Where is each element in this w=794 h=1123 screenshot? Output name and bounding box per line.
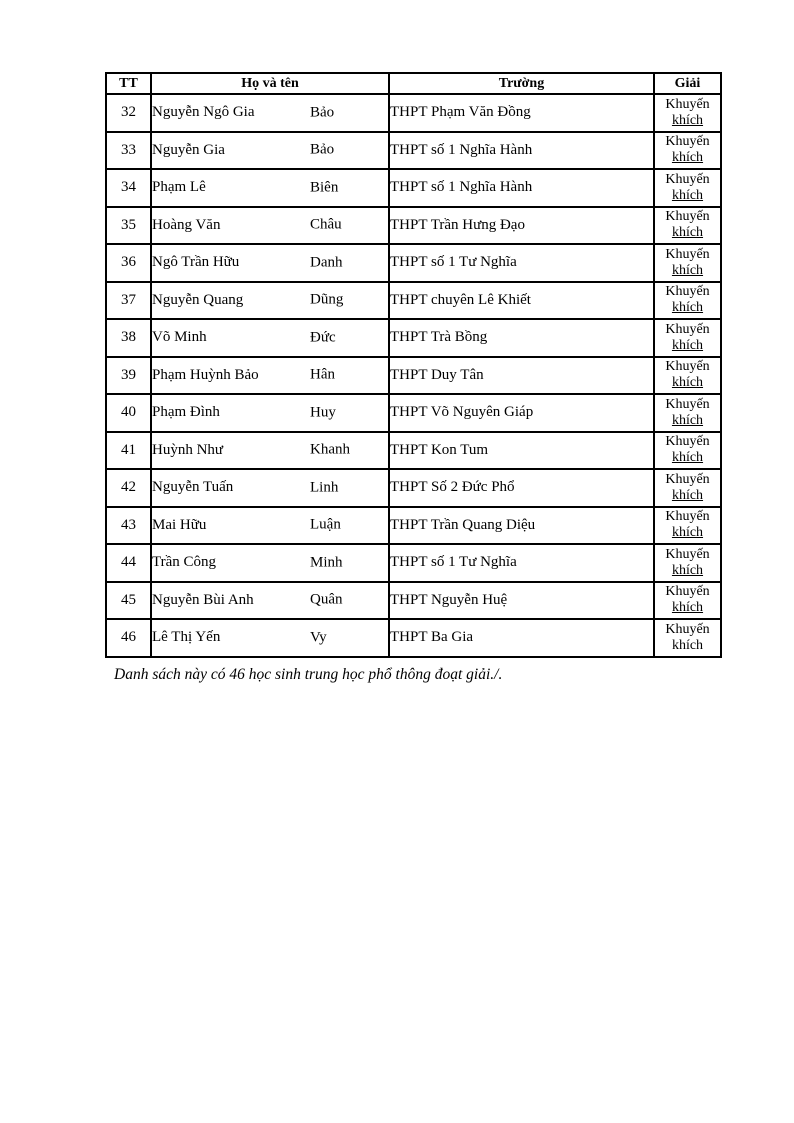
given-name: Châu [310,216,342,233]
name-cell [151,619,389,657]
prize-cell [654,282,721,320]
table-row [106,432,721,470]
given-name: Dũng [310,291,344,308]
prize-line-2: khích [671,450,704,466]
name-prefix: Nguyễn Quang [152,291,244,308]
table-row [106,207,721,245]
name-prefix: Huỳnh Như [152,441,224,458]
prize-line-1: Khuyến [665,321,710,337]
column-header-tt: TT [106,73,151,94]
school-name: THPT số 1 Tư Nghĩa [389,544,654,582]
prize-cell [654,432,721,470]
school-name: THPT Số 2 Đức Phổ [389,469,654,507]
school-name: THPT Trần Quang Diệu [389,507,654,545]
name-prefix: Hoàng Văn [152,216,221,233]
prize-line-2: khích [671,337,704,353]
school-name: THPT Kon Tum [389,432,654,470]
prize-line-2: khích [671,637,704,653]
name-cell [151,507,389,545]
name-prefix: Nguyễn Bùi Anh [152,591,254,608]
prize-cell [654,544,721,582]
given-name: Vy [310,629,327,646]
given-name: Quân [310,591,343,608]
prize-line-1: Khuyến [665,396,710,412]
table-header-row [106,73,721,94]
given-name: Bảo [310,104,335,121]
school-name: THPT Võ Nguyên Giáp [389,394,654,432]
given-name: Đức [310,329,336,346]
row-number: 37 [106,282,151,320]
prize-line-2: khích [671,225,704,241]
prize-line-1: Khuyến [665,546,710,562]
prize-line-2: khích [671,375,704,391]
prize-line-1: Khuyến [665,359,710,375]
given-name: Huy [310,404,336,421]
row-number: 46 [106,619,151,657]
table-row [106,582,721,620]
row-number: 44 [106,544,151,582]
name-cell [151,394,389,432]
prize-line-1: Khuyến [665,471,710,487]
name-cell [151,319,389,357]
row-number: 36 [106,244,151,282]
name-prefix: Phạm Lê [152,179,206,196]
row-number: 33 [106,132,151,170]
prize-cell [654,94,721,132]
table-row [106,244,721,282]
table-row [106,319,721,357]
row-number: 34 [106,169,151,207]
prize-line-1: Khuyến [665,134,710,150]
name-prefix: Lê Thị Yến [152,629,221,646]
table-row [106,507,721,545]
prize-line-2: khích [671,187,704,203]
table-row [106,544,721,582]
name-cell [151,544,389,582]
name-cell [151,432,389,470]
given-name: Khanh [310,441,350,458]
row-number: 41 [106,432,151,470]
name-prefix: Nguyễn Tuấn [152,479,234,496]
name-cell [151,207,389,245]
row-number: 38 [106,319,151,357]
name-prefix: Nguyễn Gia [152,141,225,158]
table-row [106,94,721,132]
name-cell [151,244,389,282]
column-header-school: Trường [389,73,654,94]
prize-line-1: Khuyến [665,284,710,300]
name-prefix: Võ Minh [152,329,207,346]
name-cell [151,132,389,170]
school-name: THPT chuyên Lê Khiết [389,282,654,320]
table-row [106,132,721,170]
prize-line-2: khích [671,300,704,316]
given-name: Bảo [310,141,335,158]
prize-line-2: khích [671,150,704,166]
prize-cell [654,469,721,507]
prize-cell [654,357,721,395]
school-name: THPT Trần Hưng Đạo [389,207,654,245]
name-prefix: Phạm Huỳnh Bảo [152,366,259,383]
column-header-prize: Giải [654,73,721,94]
given-name: Biên [310,179,339,196]
prize-cell [654,619,721,657]
name-cell [151,357,389,395]
name-cell [151,282,389,320]
name-prefix: Phạm Đình [152,404,220,421]
name-cell [151,469,389,507]
given-name: Linh [310,479,339,496]
prize-cell [654,207,721,245]
prize-line-2: khích [671,600,704,616]
given-name: Hân [310,366,335,383]
name-prefix: Ngô Trần Hữu [152,254,240,271]
prize-cell [654,169,721,207]
footer-note: Danh sách này có 46 học sinh trung học phổ thông đoạt giải./. [114,666,503,683]
school-name: THPT Trà Bồng [389,319,654,357]
given-name: Luận [310,516,341,533]
prize-line-2: khích [671,562,704,578]
prize-cell [654,582,721,620]
name-prefix: Mai Hữu [152,516,207,533]
prize-line-1: Khuyến [665,246,710,262]
prize-cell [654,132,721,170]
row-number: 40 [106,394,151,432]
row-number: 45 [106,582,151,620]
name-prefix: Trần Công [152,554,217,571]
table-row [106,169,721,207]
prize-line-1: Khuyến [665,434,710,450]
school-name: THPT số 1 Nghĩa Hành [389,169,654,207]
prize-line-1: Khuyến [665,209,710,225]
column-header-name: Họ và tên [151,73,389,94]
prize-line-2: khích [671,112,704,128]
prize-line-1: Khuyến [665,621,710,637]
name-cell [151,94,389,132]
table-row [106,619,721,657]
school-name: THPT Nguyễn Huệ [389,582,654,620]
prize-line-2: khích [671,262,704,278]
prize-line-2: khích [671,412,704,428]
prize-cell [654,394,721,432]
school-name: THPT số 1 Nghĩa Hành [389,132,654,170]
prize-cell [654,244,721,282]
prize-line-1: Khuyến [665,171,710,187]
school-name: THPT Ba Gia [389,619,654,657]
row-number: 42 [106,469,151,507]
prize-line-2: khích [671,487,704,503]
row-number: 35 [106,207,151,245]
table-row [106,394,721,432]
table-row [106,469,721,507]
given-name: Danh [310,254,343,271]
table-row [106,357,721,395]
prize-line-2: khích [671,525,704,541]
name-cell [151,169,389,207]
table-row [106,282,721,320]
prize-cell [654,507,721,545]
given-name: Minh [310,554,343,571]
school-name: THPT số 1 Tư Nghĩa [389,244,654,282]
prize-line-1: Khuyến [665,584,710,600]
awards-table [105,72,722,658]
school-name: THPT Phạm Văn Đồng [389,94,654,132]
row-number: 43 [106,507,151,545]
name-cell [151,582,389,620]
row-number: 32 [106,94,151,132]
prize-cell [654,319,721,357]
name-prefix: Nguyễn Ngô Gia [152,104,255,121]
prize-line-1: Khuyến [665,96,710,112]
prize-line-1: Khuyến [665,509,710,525]
school-name: THPT Duy Tân [389,357,654,395]
row-number: 39 [106,357,151,395]
